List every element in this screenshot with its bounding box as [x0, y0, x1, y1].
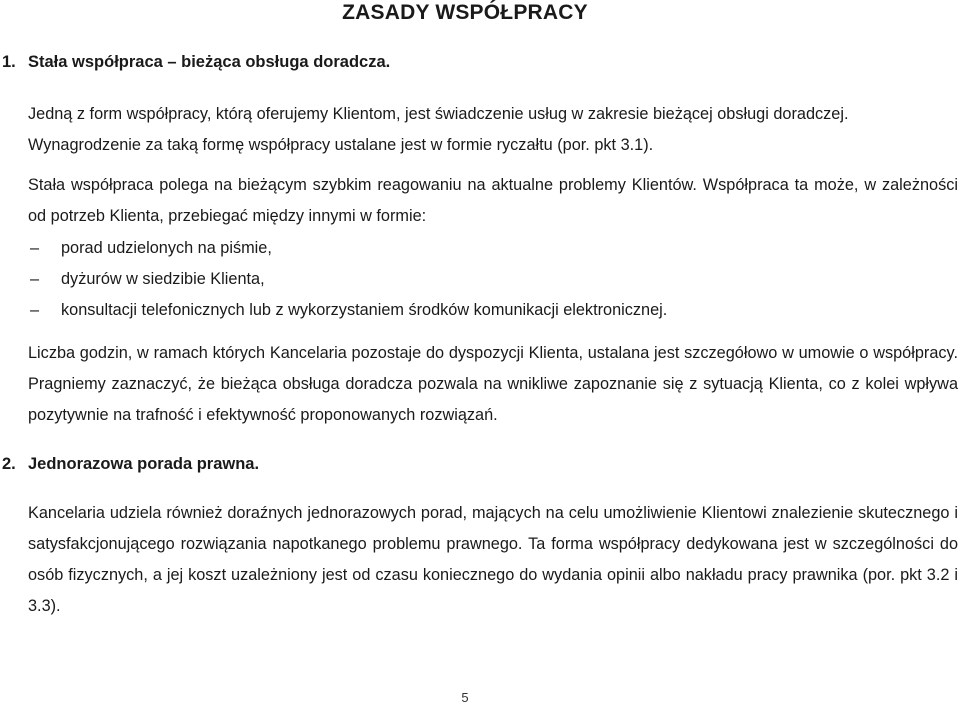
list-item — [0, 233, 900, 264]
section-1-paragraph-1: Jedną z form współpracy, którą oferujemy Klientom, jest świadczenie usług w zakresie bieżącej obsługi doradczej. Wynagrodzenie za taką formę współpracy ustalane jest w formie ryczałtu (por. pkt 3.1). — [28, 105, 849, 154]
list-dash: – — [30, 301, 40, 319]
list-item-text: konsultacji telefonicznych lub z wykorzystaniem środków komunikacji elektronicznej. — [61, 301, 668, 319]
section-1-number: 1. — [2, 53, 16, 71]
section-2-heading — [2, 455, 259, 474]
section-1-paragraph-2: Stała współpraca polega na bieżącym szybkim reagowaniu na aktualne problemy Klientów. Współpraca ta może, w zależności od potrzeb Klienta, przebiegać między innymi w formie: — [28, 176, 958, 225]
section-1-paragraph-3: Liczba godzin, w ramach których Kancelaria pozostaje do dyspozycji Klienta, ustalana jest szczegółowo w umowie o współpracy. Pragniemy zaznaczyć, że bieżąca obsługa doradcza pozwala na wnikliwe zapoznanie się z sytuacją Klienta, co z kolei wpływa pozytywnie na trafność i efektywność proponowanych rozwiązań. — [28, 344, 958, 424]
list-item — [0, 264, 900, 295]
page-number: 5 — [461, 690, 469, 705]
list-dash: – — [30, 270, 40, 288]
list-item — [0, 295, 900, 326]
section-2-paragraph-1: Kancelaria udziela również doraźnych jednorazowych porad, mających na celu umożliwienie Klientowi znalezienie skutecznego i satysfakcjonującego rozwiązania napotkanego problemu prawnego. Ta forma współpracy dedykowana jest w szczególności do osób fizycznych, a jej koszt uzależniony jest od czasu koniecznego do wydania opinii albo nakładu pracy prawnika (por. pkt 3.2 i 3.3). — [28, 504, 958, 615]
section-1-heading — [2, 53, 390, 72]
cooperation-forms-list — [0, 202, 900, 319]
section-1-heading-text: Stała współpraca – bieżąca obsługa doradcza. — [28, 53, 391, 71]
list-item-text: dyżurów w siedzibie Klienta, — [61, 270, 265, 288]
list-dash: – — [30, 239, 40, 257]
section-2-heading-text: Jednorazowa porada prawna. — [28, 455, 260, 473]
section-2-number: 2. — [2, 455, 16, 473]
document-title: ZASADY WSPÓŁPRACY — [342, 1, 588, 24]
list-item-text: porad udzielonych na piśmie, — [61, 239, 272, 257]
